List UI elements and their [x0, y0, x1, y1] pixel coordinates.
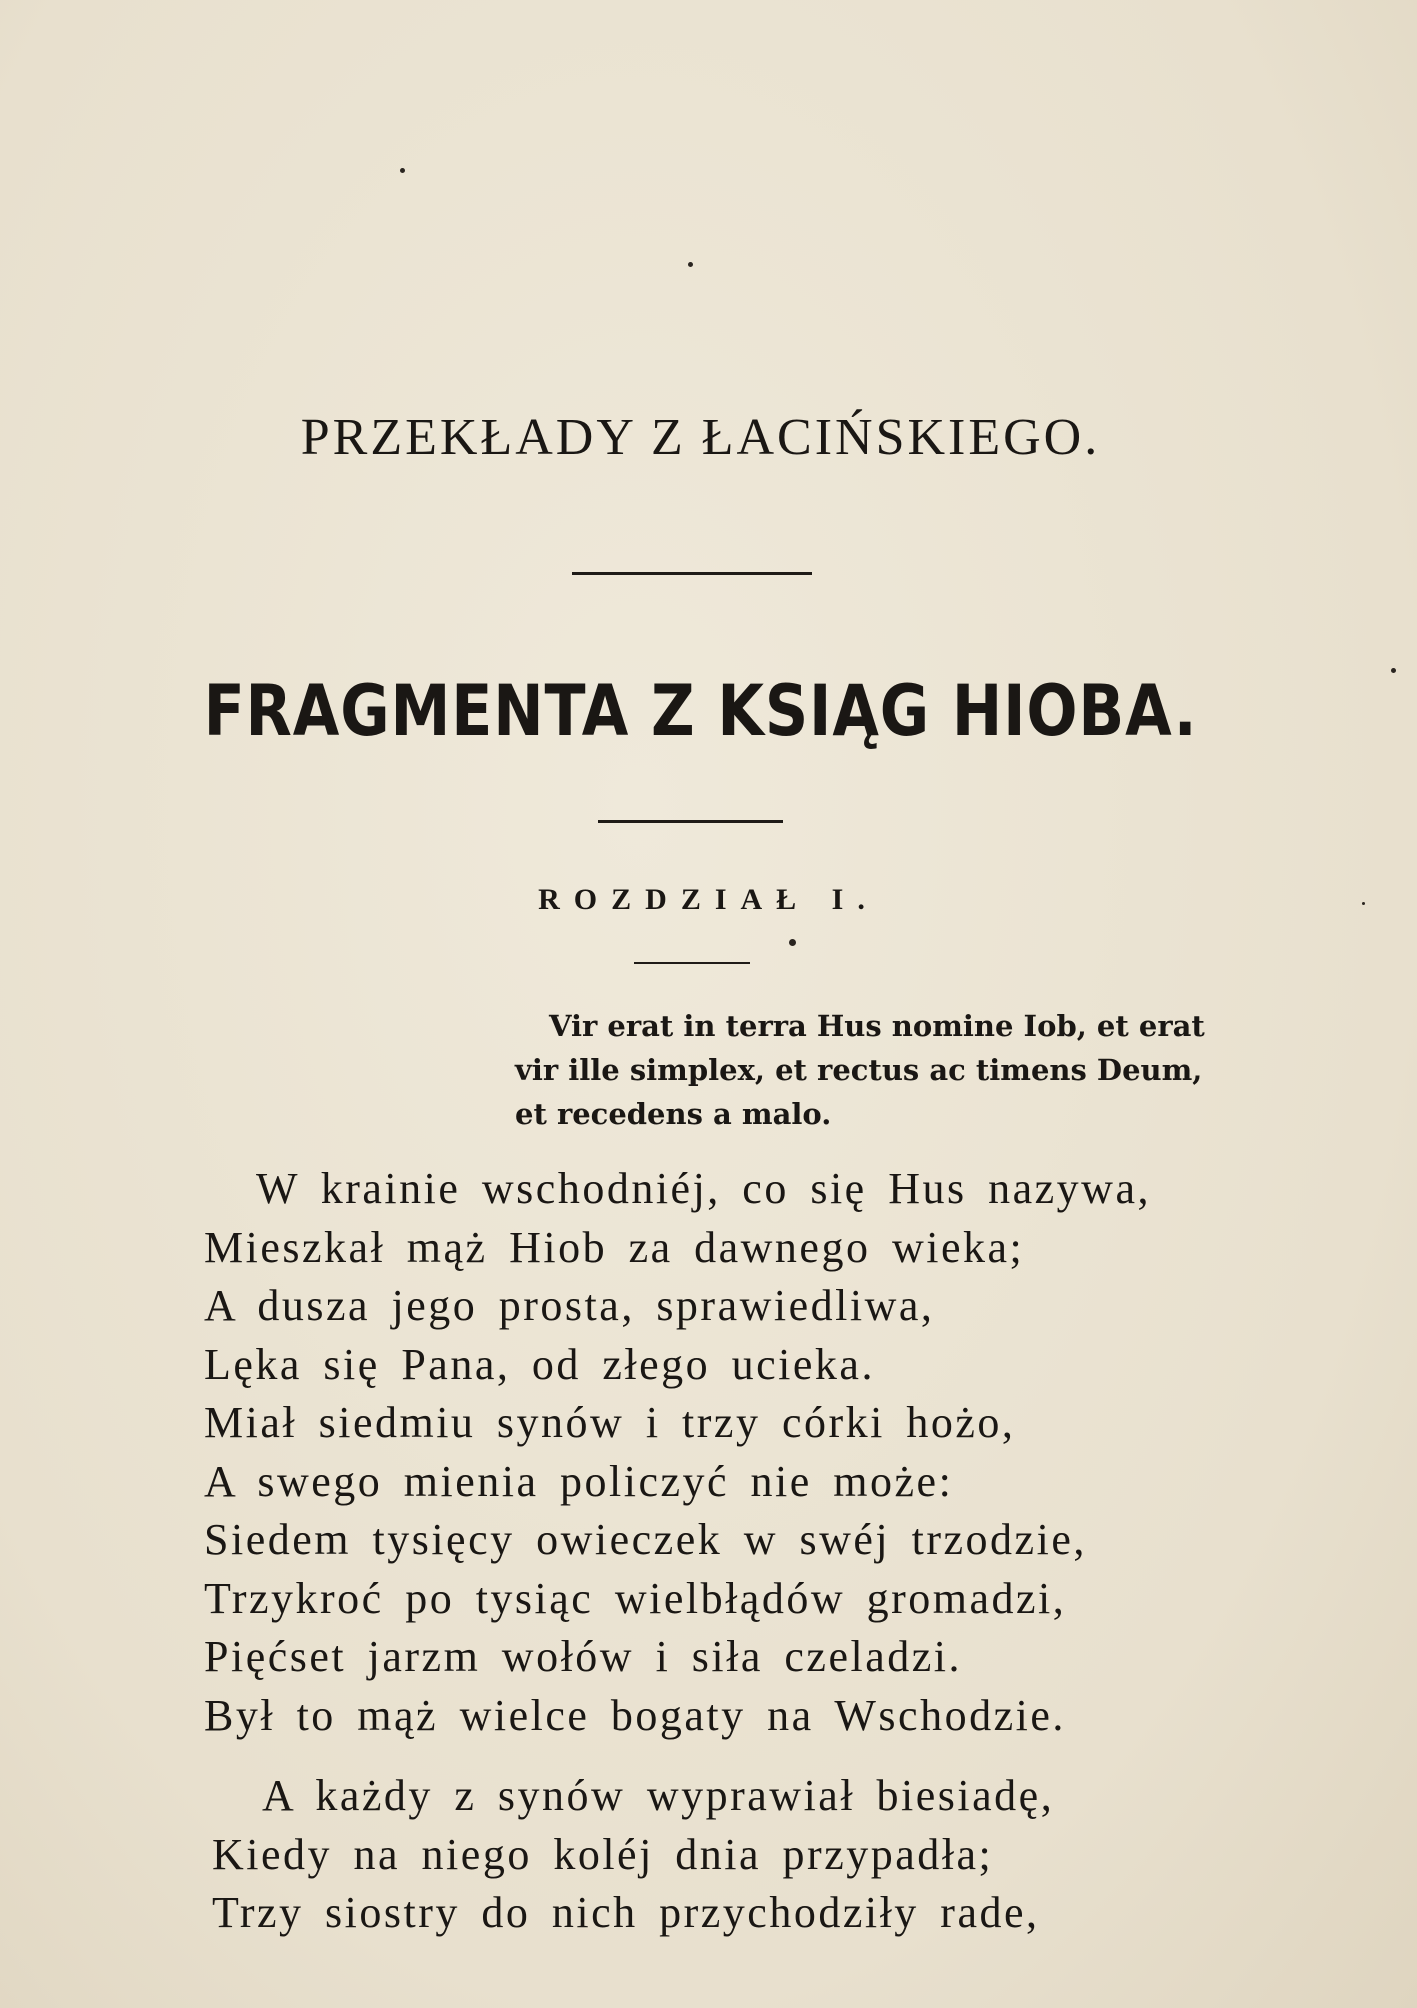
verse-line: A dusza jego prosta, sprawiedliwa,: [204, 1281, 935, 1330]
verse-line: Lęka się Pana, od złego ucieka.: [204, 1339, 875, 1389]
ink-speck: [1391, 668, 1396, 673]
epigraph-line: Vir erat in terra Hus nomine Iob, et erat: [549, 1009, 1205, 1043]
ink-speck: [688, 262, 693, 267]
ink-speck: [400, 168, 405, 173]
stanza-gap: [204, 1745, 1284, 1767]
verse-line: A swego mienia policzyć nie może:: [204, 1456, 954, 1506]
divider-rule: [634, 962, 750, 964]
verse-line: A każdy z synów wyprawiał biesiadę,: [262, 1771, 1055, 1820]
verse-line: Kiedy na niego koléj dnia przypadła;: [212, 1829, 994, 1879]
verse-line: Siedem tysięcy owieczek w swéj trzodzie,: [204, 1515, 1087, 1564]
verse-line: Miał siedmiu synów i trzy córki hożo,: [204, 1398, 1016, 1447]
ink-speck: [789, 939, 796, 946]
verse-line: Był to mąż wielce bogaty na Wschodzie.: [204, 1690, 1066, 1740]
verse-line: W krainie wschodniéj, co się Hus nazywa,: [256, 1164, 1151, 1213]
latin-epigraph: [515, 1004, 1275, 1136]
divider-rule: [572, 572, 812, 575]
epigraph-line: vir ille simplex, et rectus ac timens Deum,: [515, 1053, 1203, 1087]
verse-line: Mieszkał mąż Hiob za dawnego wieka;: [204, 1222, 1025, 1272]
epigraph-line: et recedens a malo.: [515, 1097, 832, 1131]
stanza: [204, 1160, 1284, 1745]
divider-rule: [598, 820, 783, 823]
section-heading: PRZEKŁADY Z ŁACIŃSKIEGO.: [300, 409, 1101, 466]
verse-line: Trzykroć po tysiąc wielbłądów gromadzi,: [204, 1573, 1067, 1623]
chapter-heading: ROZDZIAŁ I.: [538, 883, 879, 916]
stanza: [204, 1767, 1284, 1943]
verse-line: Pięćset jarzm wołów i siła czeladzi.: [204, 1632, 962, 1681]
page-title: FRAGMENTA Z KSIĄG HIOBA.: [203, 670, 1198, 752]
verse-line: Trzy siostry do nich przychodziły rade,: [212, 1888, 1040, 1937]
poem-body: [204, 1160, 1284, 1943]
